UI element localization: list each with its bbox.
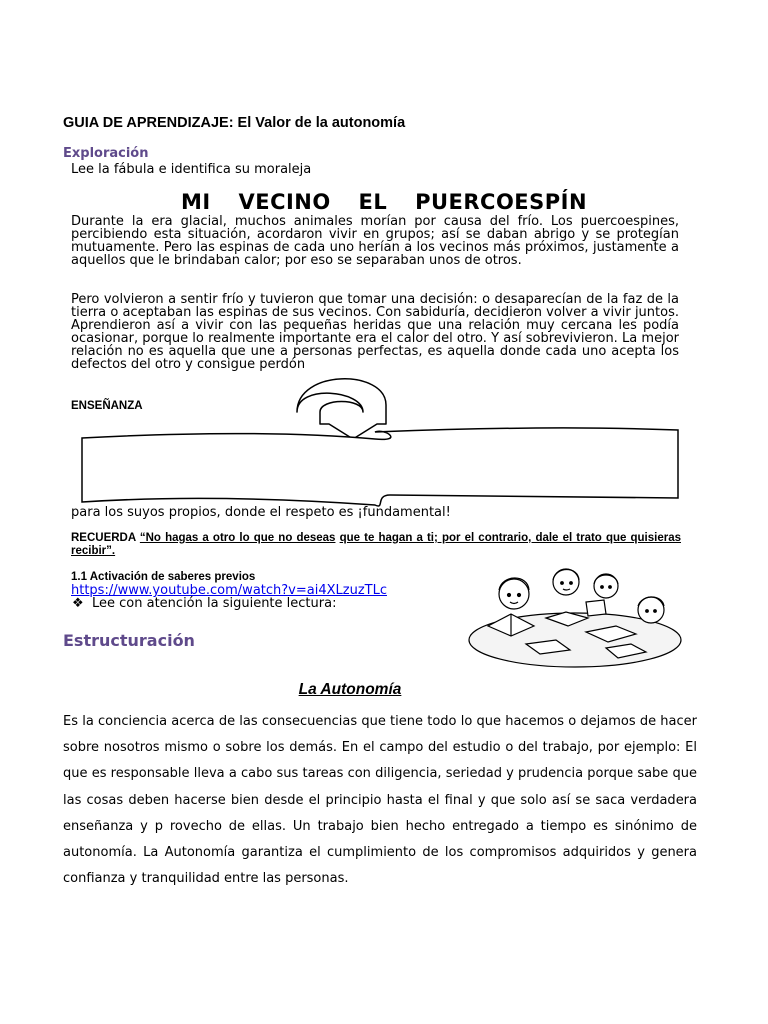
- diamond-bullet-icon: ❖: [72, 596, 84, 611]
- bullet-item: [72, 596, 336, 611]
- recuerda-quote-part1: “No hagas a otro lo que no deseas: [139, 532, 336, 544]
- ensenanza-label: ENSEÑANZA: [71, 400, 143, 412]
- lectura-body: Es la conciencia acerca de las consecuencias que tiene todo lo que hacemos o dejamos de hacer sobre nosotros mismo o sobre los demás. En el campo del estudio o del trabajo, por ejemplo: El que es responsable lleva a cabo sus tareas con diligencia, seriedad y prudencia porque sabe que las cosas deben hacerse bien desde el principio hasta el final y que solo así se saca verdadera enseñanza y p rovecho de ellas. Un trabajo bien hecho entregado a tiempo es sinónimo de autonomía. La Autonomía garantiza el cumplimiento de los compromisos adquiridos y genera confianza y tranquilidad entre las personas.: [63, 714, 697, 887]
- exploracion-instruction: Lee la fábula e identifica su moraleja: [71, 162, 312, 177]
- children-reading-illustration: [466, 566, 684, 670]
- scroll-banner-icon: [82, 428, 678, 506]
- fable-paragraph-2: Pero volvieron a sentir frío y tuvieron que tomar una decisión: o desaparecían de la faz de la tierra o aceptaban las espinas de sus vecinos. Con sabiduría, decidieron volver a vivir juntos. Aprendieron así a vivir con las pequeñas heridas que una relación muy cercana les podía ocasionar, porque lo realmente importante era el calor del otro. Y así sobrevivieron. La mejor relación no es aquella que une a personas perfectas, es aquella donde cada uno acepta los defectos del otro y consigue perdón: [71, 292, 679, 373]
- recuerda-label: RECUERDA: [71, 532, 136, 544]
- activacion-title: 1.1 Activación de saberes previos: [71, 571, 256, 583]
- ensenanza-banner-shape: [75, 372, 685, 510]
- guide-title: GUIA DE APRENDIZAJE: El Valor de la autonomía: [63, 115, 406, 131]
- estructuracion-heading: Estructuración: [63, 631, 195, 650]
- lectura-title: La Autonomía: [298, 681, 402, 698]
- curved-arrow-icon: [297, 379, 386, 439]
- bullet-text: Lee con atención la siguiente lectura:: [92, 596, 337, 611]
- recuerda-block: [71, 532, 681, 558]
- fable-paragraph-1: Durante la era glacial, muchos animales morían por causa del frío. Los puercoespines, percibiendo esta situación, acordaron vivir en grupos; así se daban abrigo y se protegían mutuamente. Pero las espinas de cada uno herían a los vecinos más próximos, justamente a aquellos que le brindaban calor; por eso se separaban unos de otros.: [71, 214, 679, 269]
- exploracion-heading: Exploración: [63, 146, 149, 161]
- fable-title: MI VECINO EL PUERCOESPÍN: [180, 190, 588, 214]
- youtube-link[interactable]: https://www.youtube.com/watch?v=ai4XLzuzTLc: [71, 583, 387, 598]
- fable-continuation: para los suyos propios, donde el respeto es ¡fundamental!: [71, 505, 451, 520]
- recuerda-quote-part2: que te hagan a ti; por el contrario, dale el trato que quisieras recibir”.: [71, 532, 681, 557]
